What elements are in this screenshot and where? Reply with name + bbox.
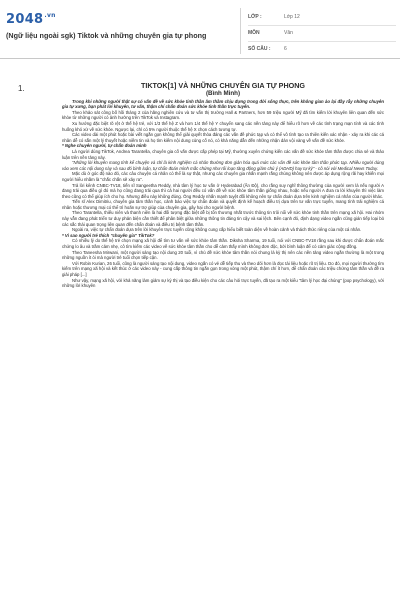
article-paragraph: Theo Taneesha Mirwani, một người sáng tạo nội dung 20 tuổi, vì chủ đề sức khỏe tâm thần nói chung là kỳ thị nên các nền tảng video ngắn thường là một trong những nguồn ít ỏi mà người trẻ tuổi chọn tiếp cận. [62,249,384,261]
site-logo[interactable] [6,12,56,27]
article-body [62,82,384,289]
article-paragraph: Là người dùng TikTok, Andrea Tarantella, chuyên gia cố vấn được cấp phép tại Mỹ, thường xuyên chứng kiến các vấn đề sức khỏe tâm thần được chia sẻ và thảo luận trên nền tảng này. [62,148,384,160]
logo-suffix: .vn [44,12,56,19]
meta-label: LỚP : [248,14,262,20]
document-title: (Ngữ liệu ngoài sgk) Tiktok và những chuyên gia tự phong [6,31,207,40]
article-paragraph: Với Robin Kurian, 26 tuổi, cũng là người sáng tạo nội dung, video ngắn có vẻ dễ tiếp thu và theo dõi hơn là đọc tài liệu hoặc rõ trị liệu. Do đó, mọi người thường tìm kiếm trên mạng xã hội và kết thúc ở các video này - cung cấp thông tin ngắn gọn trong vòng một phút, thậm chí ít hơn, để chẩn đoán các triệu chứng tâm thần và đề ra giải pháp [...] [62,260,384,277]
article-paragraphs [62,99,384,289]
meta-label: MÔN [248,30,260,36]
meta-label: SỐ CÂU : [248,46,271,52]
document-header [0,0,400,59]
meta-value: Văn [284,30,293,36]
article-paragraph: Có nhiều lý do thế hệ trẻ chọn mạng xã hội để tìm tư vấn về sức khỏe tâm thần. Diksha Sharma, 19 tuổi, nói với CNBC-TV18 rằng sau khi được chẩn đoán mắc chứng lo âu và trầm cảm nhẹ, cô tìm kiếm các video về sức khỏe tâm thần cho dễ cảm thấy mình không đơn độc, bởi bình luận để có cảm giác cộng đồng. [62,238,384,250]
article-title: TIKTOK[1] VÀ NHỮNG CHUYÊN GIA TỰ PHONG [140,81,306,90]
logo-text: 2048 [6,12,44,27]
article-paragraph: Mặc dù ở góc độ nào đó, các câu chuyện cá nhân có thể là sự thật, nhưng các chuyên gia nhấn mạnh rằng chúng không nên được áp dụng rộng rãi hay khiến mọi người hiểu nhầm là "chắc chắn sẽ xảy ra". [62,171,384,182]
article-paragraph: Theo Tarantella, thiếu niên và thanh niên là hai đối tượng đặc biệt dễ bị tổn thương nhất trước thông tin trôi nổi về sức khỏe tinh thần trên mạng xã hội. Hai nhóm này vẫn đang phát triển tư duy phản biện cần thiết để phân biệt giữa những thông tin đáng tin cậy và sai lệch. Bên cạnh đó, định dạng video ngắn cũng gián tiếp loại bỏ các sắc thái quan trọng liên quan đến chẩn đoán và điều trị bệnh tâm thần. [62,210,384,227]
article-paragraph: Như vậy, mạng xã hội, với khả năng làm giảm sự kỳ thị và tạo điều kiện cho các câu hỏi trực tuyến, đã tạo ra một kiểu "tâm lý học đại chúng" (pop psychology), với những lời khuyên [62,277,384,289]
meta-row-class [248,10,396,26]
meta-value: Lớp 12 [284,14,300,20]
meta-row-subject [248,26,396,42]
meta-value: 6 [284,46,287,52]
article-paragraph: "Những lời khuyên mang tính kể chuyện và chỉ là kinh nghiệm cá nhân thường đơn giản hóa quá mức các vấn đề sức khỏe tâm thần phức tạp. Nhiều người dùng vào xem các nội dung này và sau đó bình luận, tự chẩn đoán mình mắc chứng như rối loạn tăng động giảm chú ý (ADHD) hay tự kỷ" - cô nói với Medical News Today. [62,160,384,171]
header-divider [240,8,241,54]
section-heading: * Nghe chuyên người, tự chẩn đoán mình [62,143,147,149]
article-paragraph: Theo khảo sát công bố hồi tháng 2 của hãng nghiên cứu và tư vấn thị trường Hall & Partners, hơn 59 triệu người Mỹ đã tìm kiếm lời khuyên liên quan đến sức khỏe từ những người có ảnh hưởng trên TikTok và Instagram. [62,109,384,121]
question-number: 1. [18,84,25,93]
article-paragraph: Trong khi những người thật sự có vấn đề về sức khỏe tinh thần âm thầm chịu đựng trong đời sống thực, trên không gian ảo lại đầy rẫy những chuyên gia tự xưng, bạn phát lời khuyên, tư vấn, thậm chí chẩn đoán sức khỏe tinh thần trực tuyến. [62,98,384,110]
article-paragraph: Ngoài ra, việc tự chẩn đoán dựa trên lời khuyên trực tuyến cũng không cung cấp hiểu biết toàn diện về hoàn cảnh và thách thức riêng của một cá nhân. [72,227,362,233]
article-paragraph: Tiến sĩ Alex Dimitriu, chuyên gia tâm thần học, cảnh báo việc tự chẩn đoán và quyết định kế hoạch điều trị dựa trên tư vấn trực tuyến, mang tính trải nghiệm cá nhân hoặc thương mại có thể trì hoãn sự trợ giúp của chuyên gia, gây hại cho người bệnh. [62,199,384,210]
meta-table [248,10,396,57]
article-paragraph: Trả lời kênh CNBC-TV18, tiến sĩ Sangeetha Reddy, nhà tâm lý học tư vấn ở Hyderabad (Ấn Độ), cho rằng suy nghĩ thông thường của người xem là nếu người A đang trải qua điều gì đó mà họ cũng đang trải qua thì cả hai người đều có vấn đề về sức khỏe tâm thần giống nhau, hoặc nếu người A đưa ra lời khuyên thì việc làm theo cũng có thể giúp ích cho họ. Nhưng điều này không đúng. Ông Reddy nhấn mạnh tuyệt đối không nên tự chẩn đoán dựa trên kinh nghiệm cá nhân của người khác. [62,182,384,199]
section-heading: * Vì sao người trẻ thích "chuyên gia" TikTok? [62,232,155,238]
article-paragraph: Xu hướng đặc biệt rõ rệt ở thế hệ trẻ, với 1/3 thế hệ Z và hơn 1/4 thế hệ Y chuyển sang các nền tảng này để hiểu rõ hơn về các tình trạng mạn tính và các tình huống khó xử về sức khỏe. Ngược lại, chỉ có 5% người thuộc thế hệ X chọn cách tương tự. [62,120,384,132]
meta-row-question-count [248,42,396,57]
article-paragraph: Các video dài một phút hoặc bài viết ngắn gọn không thể giải quyết thỏa đáng các vấn đề phức tạp và có thể vô tình tạo ra thiên kiến xác nhận - xảy ra khi các cá nhân dễ có sẵn một lý thuyết hoặc niềm tin và họ tìm kiếm nội dung củng cố nó, có khả năng dẫn đến những nhận dán vội vàng về vấn đề sức khỏe. [62,132,384,143]
article-author: (Bình Minh) [205,89,241,97]
